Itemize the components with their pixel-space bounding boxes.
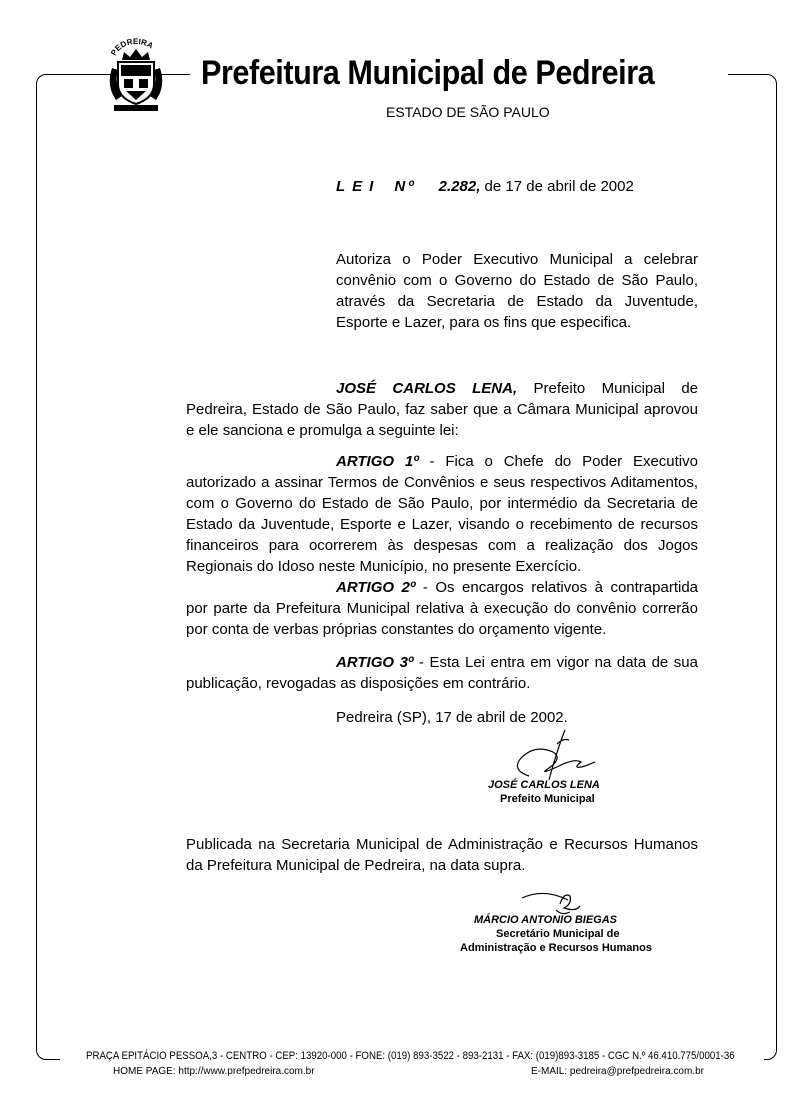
secretary-signature-role: Secretário Municipal de bbox=[496, 928, 620, 940]
law-no-label: Nº bbox=[394, 178, 417, 195]
article-3: ARTIGO 3º - Esta Lei entra em vigor na data de sua publicação, revogadas as disposições em contrário. bbox=[186, 654, 698, 692]
law-number-value: 2.282, bbox=[438, 178, 481, 195]
article-1: ARTIGO 1º - Fica o Chefe do Poder Executivo autorizado a assinar Termos de Convênios e seus respectivos Aditamentos, com o Governo do Estado de São Paulo, por intermédio da Secretaria de Estado da Juventude, Esporte e Lazer, visando o recebimento de recursos financeiros para ocorrerem às despesas com a realização dos Jogos Regionais do Idoso neste Município, no presente Exercício. bbox=[186, 453, 698, 575]
place-date: Pedreira (SP), 17 de abril de 2002. bbox=[336, 709, 568, 726]
publication-note: Publicada na Secretaria Municipal de Administração e Recursos Humanos da Prefeitura Municipal de Pedreira, na data supra. bbox=[186, 836, 698, 874]
footer-email: E-MAIL: pedreira@prefpedreira.com.br bbox=[531, 1066, 704, 1077]
page-title: Prefeitura Municipal de Pedreira bbox=[201, 54, 655, 92]
mayor-signature-name: JOSÉ CARLOS LENA bbox=[488, 779, 600, 791]
article-2-label: ARTIGO 2º bbox=[336, 579, 416, 596]
law-number bbox=[336, 178, 634, 195]
law-date: de 17 de abril de 2002 bbox=[484, 178, 634, 195]
article-1-label: ARTIGO 1º bbox=[336, 453, 419, 470]
mayor-signature-role: Prefeito Municipal bbox=[500, 793, 595, 805]
municipal-coat-of-arms-icon bbox=[104, 38, 168, 116]
footer-address: PRAÇA EPITÁCIO PESSOA,3 - CENTRO - CEP: 13920-000 - FONE: (019) 893-3522 - 893-2131 - FAX: (019)893-3185 - CGC N.º 46.410.775/0001-36 bbox=[86, 1050, 735, 1062]
mayor-name-inline: JOSÉ CARLOS LENA, bbox=[336, 380, 518, 397]
state-subtitle: ESTADO DE SÃO PAULO bbox=[386, 104, 550, 120]
mayor-signature-icon bbox=[505, 728, 601, 786]
secretary-signature-name: MÁRCIO ANTONIO BIEGAS bbox=[474, 914, 618, 926]
intro-paragraph: JOSÉ CARLOS LENA, Prefeito Municipal de Pedreira, Estado de São Paulo, faz saber que a Câmara Municipal aprovou e ele sanciona e promulga a seguinte lei: bbox=[186, 380, 699, 439]
footer-home-page: HOME PAGE: http://www.prefpedreira.com.br bbox=[113, 1066, 315, 1077]
article-2: ARTIGO 2º - Os encargos relativos à contrapartida por parte da Prefeitura Municipal relativa à execução do convênio correrão por conta de verbas próprias constantes do orçamento vigente. bbox=[186, 579, 698, 638]
law-label: LEI bbox=[336, 178, 381, 195]
svg-text:PEDREIRA: PEDREIRA bbox=[109, 38, 155, 58]
secretary-signature-department: Administração e Recursos Humanos bbox=[460, 942, 652, 954]
law-summary: Autoriza o Poder Executivo Municipal a celebrar convênio com o Governo do Estado de São Paulo, através da Secretaria de Estado da Juventude, Esporte e Lazer, para os fins que especifica. bbox=[336, 251, 698, 331]
article-3-label: ARTIGO 3º bbox=[336, 654, 414, 671]
